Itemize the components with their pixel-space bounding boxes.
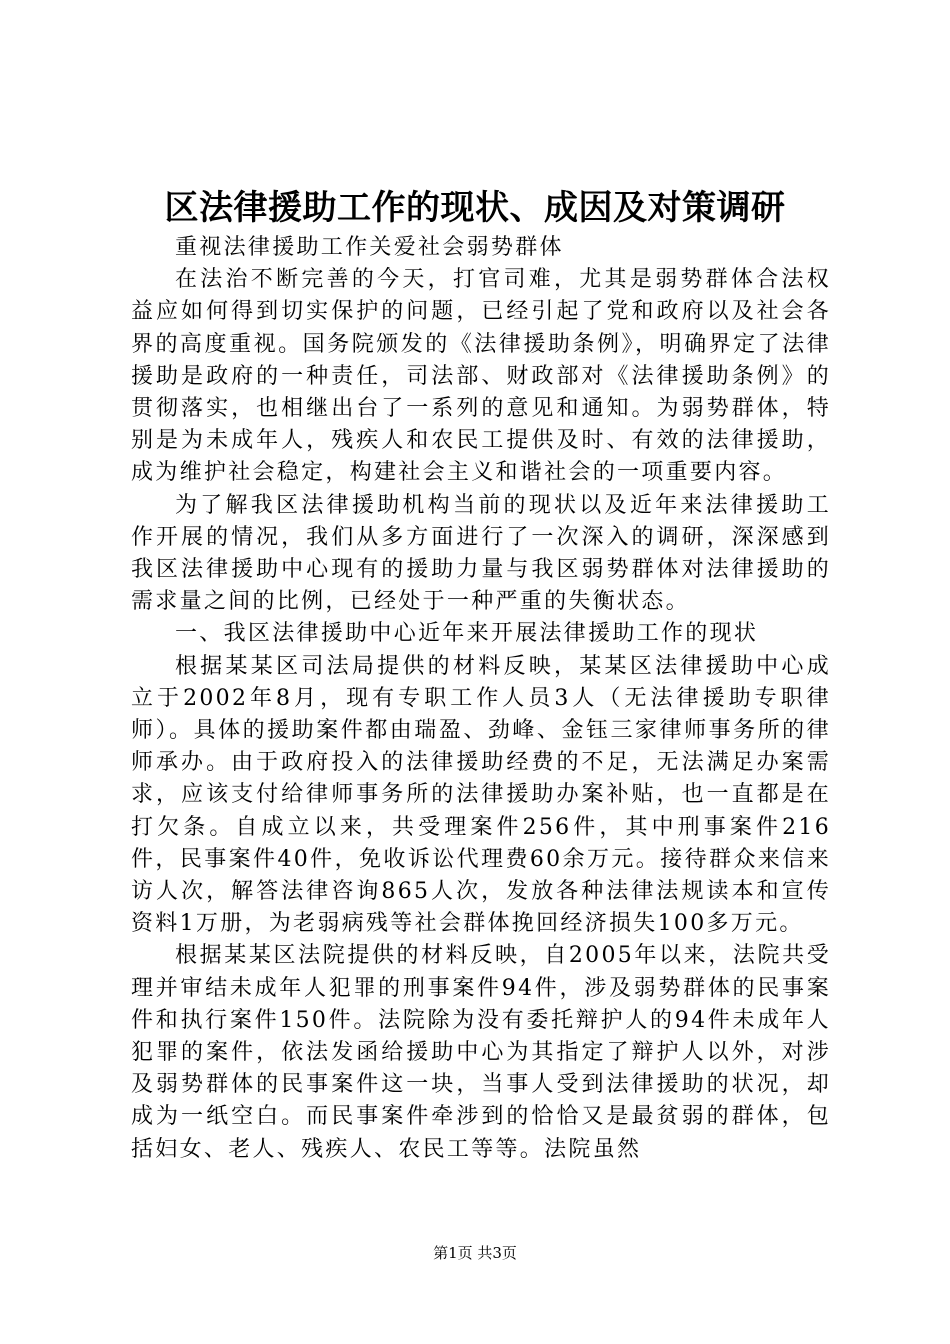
subtitle-paragraph: 重视法律援助工作关爱社会弱势群体	[175, 235, 564, 260]
body-paragraph: 根据某某区司法局提供的材料反映，某某区法律援助中心成立于2002年8月，现有专职工作人员3人（无法律援助专职律师）。具体的援助案件都由瑞盈、劲峰、金钰三家律师事务所的律师承办。由于政府投入的法律援助经费的不足，无法满足办案需求，应该支付给律师事务所的法律援助办案补贴，也一直都是在打欠条。自成立以来，共受理案件256件，其中刑事案件216件，民事案件40件，免收诉讼代理费60余万元。接待群众来信来访人次，解答法律咨询865人次，发放各种法律法规读本和宣传资料1万册，为老弱病残等社会群体挽回经济损失100多万元。	[131, 653, 831, 937]
document-title: 区法律援助工作的现状、成因及对策调研	[164, 188, 786, 228]
body-paragraph: 根据某某区法院提供的材料反映，自2005年以来，法院共受理并审结未成年人犯罪的刑事案件94件，涉及弱势群体的民事案件和执行案件150件。法院除为没有委托辩护人的94件未成年人犯罪的案件，依法发函给援助中心为其指定了辩护人以外，对涉及弱势群体的民事案件这一块，当事人受到法律援助的状况，却成为一纸空白。而民事案件牵涉到的恰恰又是最贫弱的群体，包括妇女、老人、残疾人、农民工等等。法院虽然	[131, 943, 831, 1162]
section-heading: 一、我区法律援助中心近年来开展法律援助工作的现状	[175, 621, 759, 647]
page-footer: 第1页 共3页	[433, 1244, 517, 1262]
body-paragraph: 为了解我区法律援助机构当前的现状以及近年来法律援助工作开展的情况，我们从多方面进行了一次深入的调研，深深感到我区法律援助中心现有的援助力量与我区弱势群体对法律援助的需求量之间的比例，已经处于一种严重的失衡状态。	[131, 492, 831, 615]
document-body	[131, 232, 831, 1166]
body-paragraph: 在法治不断完善的今天，打官司难，尤其是弱势群体合法权益应如何得到切实保护的问题，已经引起了党和政府以及社会各界的高度重视。国务院颁发的《法律援助条例》，明确界定了法律援助是政府的一种责任，司法部、财政部对《法律援助条例》的贯彻落实，也相继出台了一系列的意见和通知。为弱势群体，特别是为未成年人，残疾人和农民工提供及时、有效的法律援助，成为维护社会稳定，构建社会主义和谐社会的一项重要内容。	[131, 267, 831, 486]
